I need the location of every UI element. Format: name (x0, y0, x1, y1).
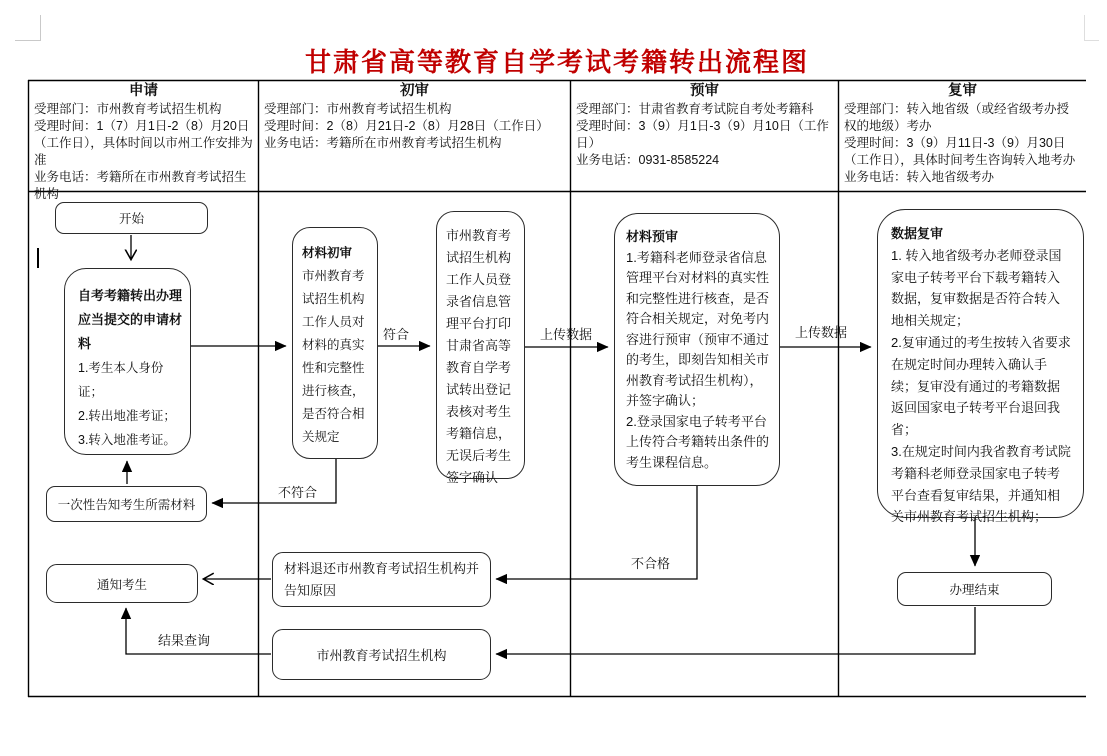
node-item: 2.复审通过的考生按转入省要求在规定时间办理转入确认手续；复审没有通过的考籍数据返回国家电子转考平台退回我省； (891, 334, 1071, 438)
stage-phone: 业务电话：转入地省级考办 (844, 170, 995, 184)
stage-dept: 受理部门：转入地省级（或经省级考办授权的地级）考办 (844, 102, 1070, 133)
node-label: 办理结束 (949, 583, 1000, 597)
edge-label-not-comply: 不符合 (278, 485, 318, 500)
stage-title: 复审 (948, 83, 977, 99)
node-start (55, 202, 208, 234)
header-cell-apply (29, 82, 258, 201)
header-cell-initial-review (259, 82, 570, 190)
stage-time: 受理时间：3（9）月11日-3（9）月30日（工作日），具体时间考生咨询转入地考办 (844, 136, 1076, 167)
node-item: 1.考籍科老师登录省信息管理平台对材料的真实性和完整性进行核查，是否符合相关规定，对免考内容进行预审（预审不通过的考生，即刻告知相关市州教育考试招生机构），并签字确认； (626, 249, 770, 408)
node-item: 3.转入地准考证。 (78, 433, 176, 447)
node-process-end (897, 572, 1052, 606)
stage-phone: 业务电话：考籍所在市州教育考试招生机构 (34, 170, 247, 201)
node-label: 市州教育考试招生机构 (316, 648, 447, 663)
node-item: 1. 转入地省级考办老师登录国家电子转考平台下载考籍转入数据，复审数据是否符合转入地相关规定； (891, 247, 1062, 329)
stage-phone: 业务电话：考籍所在市州教育考试招生机构 (264, 136, 502, 150)
node-body: 市州教育考试招生机构工作人员对材料的真实性和完整性进行核查，是否符合相关规定 (302, 269, 365, 444)
stage-title: 预审 (690, 83, 719, 99)
arrow-not-comply-to-inform (212, 459, 336, 503)
edge-label-upload-data-1: 上传数据 (540, 327, 593, 342)
stage-title: 申请 (129, 83, 158, 99)
node-return-materials (272, 552, 491, 607)
node-data-re-review (877, 209, 1084, 525)
stage-dept: 受理部门：甘肃省教育考试院自考处考籍科 (576, 102, 814, 116)
edge-label-upload-data-2: 上传数据 (795, 325, 848, 340)
stage-time: 受理时间：1（7）月1日-2（8）月20日（工作日），具体时间以市州工作安排为准 (34, 119, 253, 167)
node-notify-candidate (46, 564, 198, 603)
node-item: 1.考生本人身份证； (78, 361, 164, 399)
stage-time: 受理时间：2（8）月21日-2（8）月28日（工作日） (264, 119, 549, 133)
node-title: 自考考籍转出办理应当提交的申请材料 (78, 288, 183, 351)
node-label: 开始 (118, 212, 144, 226)
node-initial-review (292, 227, 378, 459)
edge-label-unqualified: 不合格 (631, 556, 671, 571)
node-pre-review (614, 213, 780, 486)
node-application-materials (64, 268, 191, 455)
node-city-exam-org (272, 629, 491, 680)
stage-phone: 业务电话：0931-8585224 (576, 153, 720, 167)
node-item: 3.在规定时间内我省教育考试院考籍科老师登录国家电子转考平台查看复审结果，并通知相关市州教育考试招生机构； (891, 443, 1071, 525)
node-label: 通知考生 (96, 577, 147, 592)
node-title: 材料预审 (626, 229, 679, 244)
node-label: 一次性告知考生所需材料 (57, 498, 196, 512)
node-print-registration-form (436, 211, 525, 485)
header-cell-re-review (839, 82, 1086, 190)
node-body: 市州教育考试招生机构工作人员登录省信息管理平台打印甘肃省高等教育自学考试转出登记表核对考生考籍信息，无误后考生签字确认 (446, 228, 512, 485)
edge-label-comply: 符合 (383, 327, 410, 342)
header-cell-pre-review (571, 82, 838, 190)
node-body: 材料退还市州教育考试招生机构并告知原因 (284, 561, 480, 598)
node-item: 2.转出地准考证； (78, 409, 176, 423)
stage-dept: 受理部门：市州教育考试招生机构 (34, 102, 222, 116)
stage-dept: 受理部门：市州教育考试招生机构 (264, 102, 452, 116)
node-title: 材料初审 (302, 246, 353, 260)
node-inform-materials (46, 486, 207, 522)
stage-title: 初审 (400, 83, 429, 99)
node-title: 数据复审 (891, 226, 944, 241)
page-title: 甘肃省高等教育自学考试考籍转出流程图 (304, 47, 809, 77)
node-item: 2.登录国家电子转考平台上传符合考籍转出条件的考生课程信息。 (626, 413, 770, 470)
stage-time: 受理时间：3（9）月1日-3（9）月10日（工作日） (576, 119, 829, 150)
edge-label-result-query: 结果查询 (158, 633, 211, 648)
arrow-end-to-city-org (496, 607, 975, 654)
